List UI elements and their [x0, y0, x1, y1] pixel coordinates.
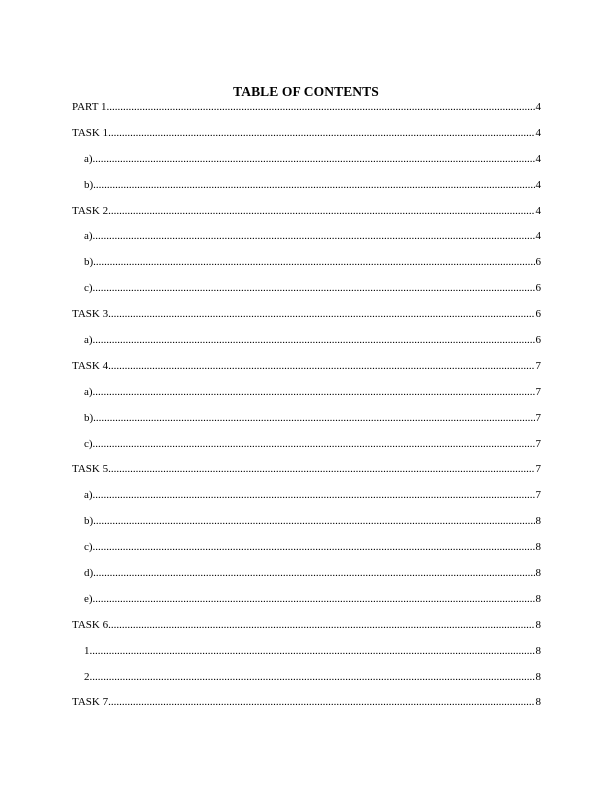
toc-entry-page-number: 4 — [535, 101, 541, 113]
toc-entry-label: d) — [84, 567, 94, 580]
toc-entry[interactable] — [72, 125, 541, 151]
toc-entry[interactable] — [72, 513, 541, 539]
toc-entry[interactable] — [72, 177, 541, 203]
toc-entry-page-number: 8 — [535, 644, 541, 657]
toc-dot-leader — [93, 410, 534, 426]
toc-dot-leader — [93, 280, 535, 296]
toc-entry-label: TASK 5 — [72, 463, 109, 476]
toc-entry[interactable] — [72, 617, 541, 643]
toc-entry-page-number: 4 — [535, 204, 541, 217]
toc-entry-page-number: 6 — [535, 282, 541, 295]
toc-entry-label: b) — [84, 515, 94, 528]
toc-entry-label: 2. — [84, 670, 93, 683]
toc-entry-page-number: 6 — [535, 334, 541, 347]
toc-entry-page-number: 7 — [535, 489, 541, 502]
toc-entry-label: b) — [84, 256, 94, 269]
toc-entry[interactable] — [72, 384, 541, 410]
toc-entry-label: TASK 6 — [72, 618, 109, 631]
toc-entry-label: c) — [84, 282, 93, 295]
toc-entry-label: b) — [84, 178, 94, 191]
toc-entry[interactable] — [72, 436, 541, 462]
toc-entry[interactable] — [72, 306, 541, 332]
toc-entry[interactable] — [72, 228, 541, 254]
toc-entry[interactable] — [72, 643, 541, 669]
toc-entry-page-number: 4 — [535, 152, 541, 165]
toc-entry-label: a) — [84, 385, 93, 398]
toc-dot-leader — [93, 254, 534, 270]
toc-entry-label: b) — [84, 411, 94, 424]
toc-title: TABLE OF CONTENTS — [233, 84, 379, 99]
toc-entry-label: TASK 7 — [72, 696, 109, 709]
toc-dot-leader — [108, 306, 534, 322]
toc-entry-label: a) — [84, 152, 93, 165]
toc-entry[interactable] — [72, 591, 541, 617]
toc-entry-page-number: 8 — [535, 567, 541, 580]
toc-dot-leader — [108, 358, 534, 374]
toc-entry[interactable] — [72, 694, 541, 720]
toc-dot-leader — [108, 694, 534, 710]
toc-entry-label: TASK 4 — [72, 359, 109, 372]
toc-entry-page-number: 8 — [535, 670, 541, 683]
toc-entry[interactable] — [72, 358, 541, 384]
toc-dot-leader — [108, 461, 534, 477]
toc-entry-label: c) — [84, 437, 93, 450]
toc-entry-label: a) — [84, 334, 93, 347]
toc-entry-label: TASK 2 — [72, 204, 109, 217]
toc-entry-page-number: 6 — [535, 256, 541, 269]
toc-entry-page-number: 8 — [535, 696, 541, 709]
toc-entry[interactable] — [72, 203, 541, 229]
toc-entry-page-number: 8 — [535, 515, 541, 528]
toc-entry-label: e) — [84, 592, 93, 605]
toc-entry-label: c) — [84, 541, 93, 554]
toc-dot-leader — [108, 617, 534, 633]
toc-entry-page-number: 4 — [535, 230, 541, 243]
toc-dot-leader — [93, 228, 535, 244]
toc-entry-label: 1. — [84, 644, 93, 657]
toc-dot-leader — [93, 384, 535, 400]
toc-entry-page-number: 4 — [535, 178, 541, 191]
toc-dot-leader — [93, 436, 535, 452]
toc-dot-leader — [93, 513, 534, 529]
toc-dot-leader — [107, 99, 535, 115]
toc-entry[interactable] — [72, 565, 541, 591]
toc-entry-label: a) — [84, 230, 93, 243]
toc-dot-leader — [93, 565, 534, 581]
toc-entry[interactable] — [72, 151, 541, 177]
toc-entry[interactable] — [72, 487, 541, 513]
toc-dot-leader — [93, 591, 535, 607]
toc-entry-page-number: 7 — [535, 359, 541, 372]
toc-entry-page-number: 7 — [535, 437, 541, 450]
toc-dot-leader — [93, 487, 535, 503]
toc-entry-page-number: 4 — [535, 126, 541, 139]
toc-entry-page-number: 8 — [535, 618, 541, 631]
toc-entry[interactable] — [72, 461, 541, 487]
toc-entry-label: TASK 3 — [72, 308, 109, 321]
toc-entry-page-number: 6 — [535, 308, 541, 321]
toc-dot-leader — [92, 643, 534, 659]
toc-dot-leader — [92, 669, 534, 685]
toc-entry[interactable] — [72, 539, 541, 565]
toc-dot-leader — [93, 539, 535, 555]
toc-entry[interactable] — [72, 254, 541, 280]
toc-entry-page-number: 8 — [535, 541, 541, 554]
toc-dot-leader — [108, 203, 534, 219]
toc-entry-page-number: 7 — [535, 411, 541, 424]
toc-dot-leader — [93, 332, 535, 348]
toc-entry[interactable] — [72, 669, 541, 695]
toc-dot-leader — [93, 177, 534, 193]
toc-list — [72, 99, 541, 720]
toc-dot-leader — [108, 125, 534, 141]
toc-entry[interactable] — [72, 332, 541, 358]
toc-entry-label: a) — [84, 489, 93, 502]
toc-entry-label: TASK 1 — [72, 126, 109, 139]
toc-entry[interactable] — [72, 410, 541, 436]
toc-entry-page-number: 7 — [535, 463, 541, 476]
toc-entry-page-number: 7 — [535, 385, 541, 398]
toc-entry[interactable] — [72, 280, 541, 306]
toc-entry[interactable] — [72, 99, 541, 125]
toc-dot-leader — [93, 151, 535, 167]
toc-entry-page-number: 8 — [535, 592, 541, 605]
toc-entry-label: PART 1 — [72, 101, 107, 113]
